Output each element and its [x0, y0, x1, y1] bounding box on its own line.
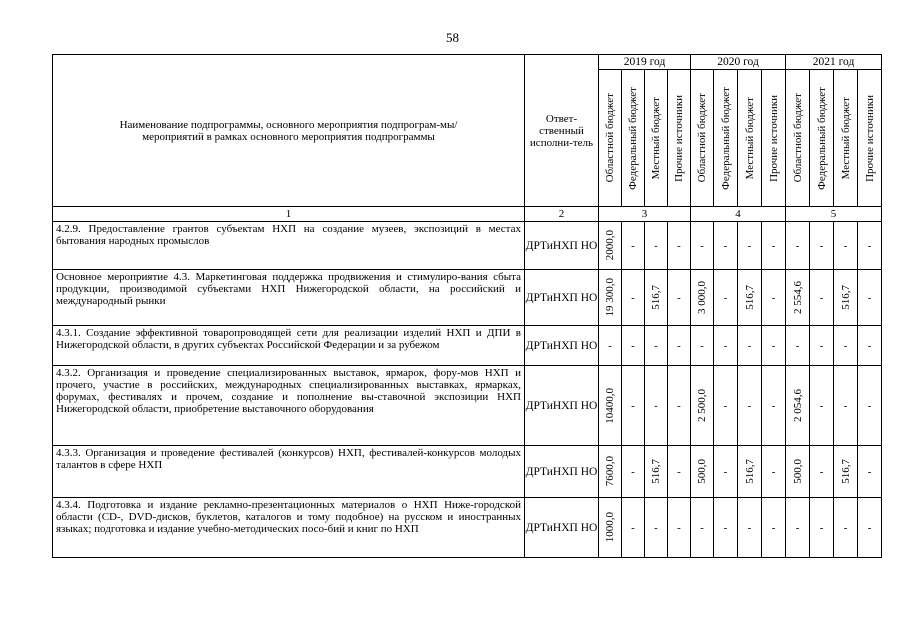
value-text: 2 500,0 [696, 389, 709, 422]
value-cell: - [622, 446, 645, 498]
row-name: 4.3.2. Организация и проведение специализированных выставок, ярмарок, фору-мов НХП и прочего, участие в российских, международных специализированных выставках, ярмарках, форумах, фестивалях и прочем, создание и пополнение вы-ставочной экспозиции НХП Нижегородской области, приобретение выставочного оборудования [53, 366, 525, 446]
value-cell: - [762, 446, 786, 498]
value-cell: - [714, 326, 738, 366]
value-cell: - [645, 366, 668, 446]
value-text: 3 000,0 [696, 281, 709, 314]
table-row [53, 326, 882, 366]
value-cell: - [834, 222, 858, 270]
value-cell: - [786, 326, 810, 366]
value-cell: - [810, 498, 834, 558]
value-cell [599, 366, 622, 446]
header-source [599, 70, 622, 207]
header-row-years [53, 55, 882, 70]
header-year: 2019 год [599, 55, 691, 70]
value-cell: - [858, 222, 882, 270]
value-cell: - [622, 326, 645, 366]
value-text: 19 300,0 [604, 278, 616, 317]
value-cell: - [714, 498, 738, 558]
column-number: 5 [786, 207, 882, 222]
value-cell: - [810, 366, 834, 446]
row-name: Основное мероприятие 4.3. Маркетинговая поддержка продвижения и стимулиро-вания сбыта продукции, производимой субъектами НХП Нижегородской области, на российский и международный рынки [53, 270, 525, 326]
value-cell: - [834, 498, 858, 558]
value-text: 2 554,6 [791, 281, 804, 314]
header-source [762, 70, 786, 207]
header-source-label: Прочие источники [673, 94, 685, 182]
value-text: 2 054,6 [791, 389, 804, 422]
value-cell [786, 446, 810, 498]
header-source-label: Местный бюджет [650, 96, 662, 180]
header-source [810, 70, 834, 207]
value-text: 7600,0 [604, 456, 616, 487]
header-source-label: Прочие источники [767, 94, 780, 182]
header-source [668, 70, 691, 207]
header-source [858, 70, 882, 207]
value-cell: - [810, 270, 834, 326]
row-responsible: ДРТиНХП НО [525, 222, 599, 270]
page-number: 58 [446, 30, 459, 45]
value-cell [691, 446, 714, 498]
value-cell: - [834, 366, 858, 446]
value-cell: - [714, 222, 738, 270]
value-cell: - [786, 222, 810, 270]
value-cell [691, 366, 714, 446]
value-cell: - [714, 446, 738, 498]
value-cell: - [691, 222, 714, 270]
column-number: 1 [53, 207, 525, 222]
value-cell [738, 270, 762, 326]
value-cell: - [622, 270, 645, 326]
value-cell: - [810, 326, 834, 366]
header-source [622, 70, 645, 207]
header-source [645, 70, 668, 207]
value-text: 10400,0 [604, 387, 616, 424]
value-cell [599, 498, 622, 558]
value-cell [738, 446, 762, 498]
header-source-label: Местный бюджет [839, 96, 852, 180]
value-cell [645, 446, 668, 498]
value-cell: - [714, 270, 738, 326]
header-source [691, 70, 714, 207]
value-cell: - [762, 366, 786, 446]
value-cell: - [714, 366, 738, 446]
header-year: 2020 год [691, 55, 786, 70]
value-text: 516,7 [650, 285, 662, 310]
value-cell: - [738, 498, 762, 558]
row-responsible: ДРТиНХП НО [525, 498, 599, 558]
value-cell: - [762, 270, 786, 326]
header-source-label: Федеральный бюджет [719, 86, 732, 190]
column-number: 4 [691, 207, 786, 222]
table-row [53, 270, 882, 326]
header-source-label: Федеральный бюджет [815, 86, 828, 190]
value-cell [599, 222, 622, 270]
value-cell: - [668, 222, 691, 270]
value-text: 516,7 [650, 459, 662, 484]
row-responsible: ДРТиНХП НО [525, 270, 599, 326]
value-cell [599, 446, 622, 498]
row-name: 4.3.3. Организация и проведение фестивалей (конкурсов) НХП, фестивалей-конкурсов молодых талантов в сфере НХП [53, 446, 525, 498]
header-responsible: Ответ-ственный исполни-тель [525, 55, 599, 207]
value-cell: - [622, 222, 645, 270]
value-text: 516,7 [743, 285, 756, 310]
row-responsible: ДРТиНХП НО [525, 366, 599, 446]
value-cell: - [738, 222, 762, 270]
header-source [738, 70, 762, 207]
table-row [53, 222, 882, 270]
value-cell: - [762, 498, 786, 558]
table-row [53, 446, 882, 498]
value-cell: - [622, 366, 645, 446]
row-name: 4.3.1. Создание эффективной товаропроводящей сети для реализации изделий НХП и ДПИ в Нижегородской области, в других субъектах Российской Федерации и за рубежом [53, 326, 525, 366]
value-cell: - [645, 326, 668, 366]
value-cell: - [668, 498, 691, 558]
value-cell [834, 270, 858, 326]
value-text: 500,0 [791, 459, 804, 484]
value-cell: - [622, 498, 645, 558]
value-cell: - [668, 446, 691, 498]
value-cell: - [858, 366, 882, 446]
value-cell: - [738, 326, 762, 366]
value-cell [691, 270, 714, 326]
table-row [53, 366, 882, 446]
value-cell: - [762, 222, 786, 270]
row-name: 4.3.4. Подготовка и издание рекламно-презентационных материалов о НХП Ниже-городской области (CD-, DVD-дисков, буклетов, каталогов и тому подобное) на русском и иностранных языках; подготовка и издание учебно-методических посо-бий и книг по НХП [53, 498, 525, 558]
value-cell: - [691, 498, 714, 558]
header-source [786, 70, 810, 207]
value-cell: - [762, 326, 786, 366]
table-row [53, 498, 882, 558]
value-cell: - [599, 326, 622, 366]
value-cell: - [858, 326, 882, 366]
row-responsible: ДРТиНХП НО [525, 326, 599, 366]
header-source-label: Местный бюджет [743, 96, 756, 180]
value-cell [599, 270, 622, 326]
value-text: 516,7 [839, 285, 852, 310]
value-text: 516,7 [743, 459, 756, 484]
value-cell: - [668, 270, 691, 326]
header-source-label: Областной бюджет [696, 93, 709, 183]
value-cell: - [691, 326, 714, 366]
header-name: Наименование подпрограммы, основного мероприятия подпрограм-мы/мероприятий в рамках основного мероприятия подпрограммы [53, 55, 525, 207]
value-cell: - [858, 446, 882, 498]
value-cell [786, 270, 810, 326]
row-name: 4.2.9. Предоставление грантов субъектам НХП на создание музеев, экспозиций в местах бытования народных промыслов [53, 222, 525, 270]
header-year: 2021 год [786, 55, 882, 70]
value-cell [645, 270, 668, 326]
value-cell: - [834, 326, 858, 366]
column-number: 3 [599, 207, 691, 222]
value-cell: - [668, 326, 691, 366]
header-source-label: Федеральный бюджет [627, 86, 639, 190]
column-number-row [53, 207, 882, 222]
value-cell [834, 446, 858, 498]
value-cell: - [668, 366, 691, 446]
budget-table [52, 54, 882, 558]
value-cell: - [786, 498, 810, 558]
value-cell: - [645, 222, 668, 270]
value-text: 2000,0 [604, 230, 616, 261]
header-source [714, 70, 738, 207]
row-responsible: ДРТиНХП НО [525, 446, 599, 498]
value-text: 516,7 [839, 459, 852, 484]
value-cell: - [810, 446, 834, 498]
value-cell: - [738, 366, 762, 446]
value-cell: - [645, 498, 668, 558]
value-text: 1000,0 [604, 512, 616, 543]
header-source [834, 70, 858, 207]
header-source-label: Областной бюджет [604, 93, 616, 183]
value-cell: - [810, 222, 834, 270]
column-number: 2 [525, 207, 599, 222]
value-cell [786, 366, 810, 446]
value-cell: - [858, 498, 882, 558]
header-source-label: Областной бюджет [791, 93, 804, 183]
value-text: 500,0 [696, 459, 709, 484]
header-source-label: Прочие источники [863, 94, 876, 182]
value-cell: - [858, 270, 882, 326]
